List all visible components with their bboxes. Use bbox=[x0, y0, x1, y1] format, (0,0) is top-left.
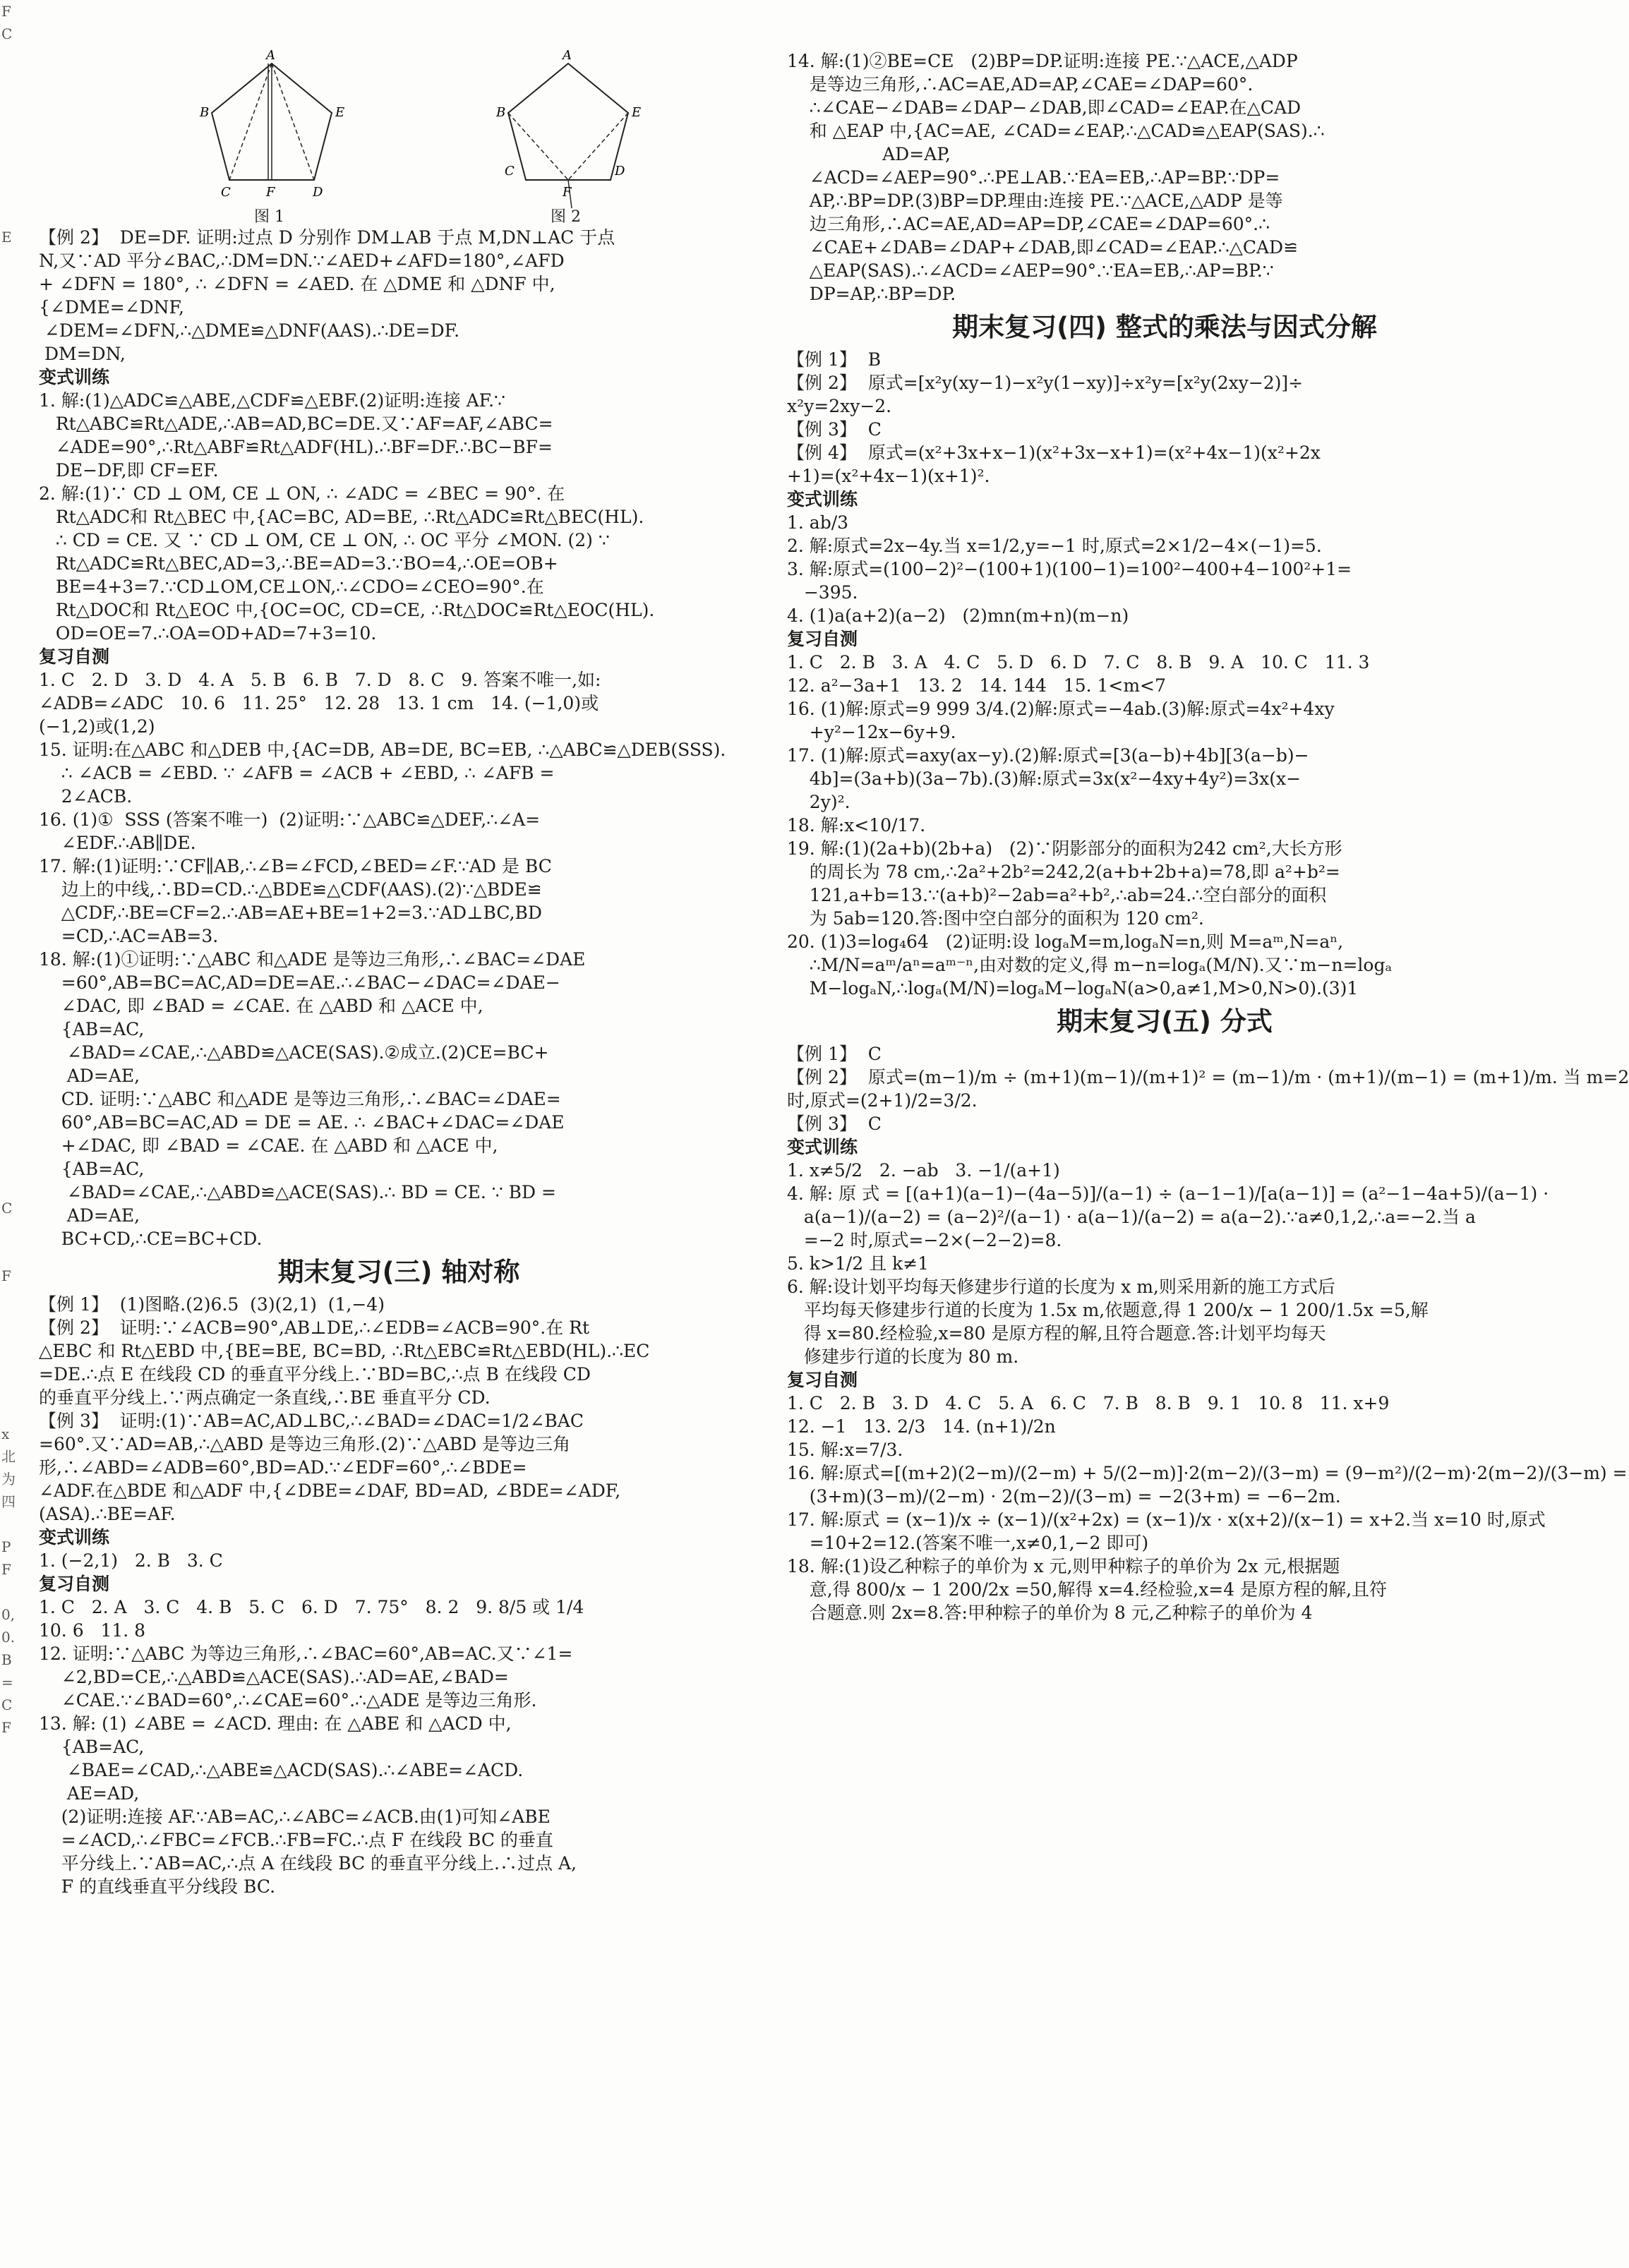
text-line: 【例 2】 原式=(m−1)/m ÷ (m+1)(m−1)/(m+1)² = (m−1)/m · (m+1)/(m−1) = (m+1)/m. 当 m=2 bbox=[787, 1067, 1629, 1087]
adjacent-page-edge-text: F C E C F x 北 为 四 P F 0, 0. B = C F bbox=[1, 3, 16, 1736]
text-line: DP=AP,∴BP=DP. bbox=[787, 284, 956, 304]
text-line: 时,原式=(2+1)/2=3/2. bbox=[787, 1090, 978, 1111]
text-line: {AB=AC, bbox=[39, 1019, 145, 1039]
text-line: 15. 证明:在△ABC 和△DEB 中,{AC=DB, AB=DE, BC=EB, ∴△ABC≌△DEB(SSS). bbox=[39, 740, 726, 760]
text-line: (−1,2)或(1,2) bbox=[39, 716, 155, 737]
text-line: 【例 3】 C bbox=[787, 419, 882, 440]
text-line: 6. 解:设计划平均每天修建步行道的长度为 x m,则采用新的施工方式后 bbox=[787, 1277, 1335, 1297]
section-title: 期末复习(三) 轴对称 bbox=[277, 1257, 520, 1287]
figures-block bbox=[39, 49, 759, 226]
figure-2-caption: 图 2 bbox=[551, 208, 581, 226]
text-line: BC+CD,∴CE=BC+CD. bbox=[39, 1229, 263, 1249]
text-line: 12. 证明:∵△ABC 为等边三角形,∴∠BAC=60°,AB=AC.又∵∠1= bbox=[39, 1643, 573, 1664]
text-line: 121,a+b=13.∵(a+b)²−2ab=a²+b²,∴ab=24.∴空白部分的面积 bbox=[787, 885, 1327, 905]
text-line: △EAP(SAS).∴∠ACD=∠AEP=90°.∵EA=EB,∴AP=BP.∵ bbox=[787, 260, 1274, 281]
text-line: 形,∴∠ABD=∠ADB=60°,BD=AD.∵∠EDF=60°,∴∠BDE= bbox=[39, 1457, 527, 1478]
text-line: + ∠DFN = 180°, ∴ ∠DFN = ∠AED. 在 △DME 和 △DNF 中, bbox=[39, 274, 555, 294]
text-line: ∠2,BD=CE,∴△ABD≌△ACE(SAS).∴AD=AE,∠BAD= bbox=[39, 1667, 509, 1687]
text-line: 【例 3】 证明:(1)∵AB=AC,AD⊥BC,∴∠BAD=∠DAC=1/2∠BAC bbox=[39, 1411, 584, 1431]
figure-1-pentagon-diagram bbox=[180, 49, 363, 212]
text-line: 的垂直平分线上.∵两点确定一条直线,∴BE 垂直平分 CD. bbox=[39, 1387, 491, 1408]
text-line: 【例 1】 B bbox=[787, 349, 882, 370]
text-line: 4. (1)a(a+2)(a−2) (2)mn(m+n)(m−n) bbox=[787, 605, 1129, 626]
text-line: (3+m)(3−m)/(2−m) · 2(m−2)/(3−m) = −2(3+m) = −6−2m. bbox=[787, 1486, 1341, 1507]
text-line: 19. 解:(1)(2a+b)(2b+a) (2)∵阴影部分的面积为242 cm²,大长方形 bbox=[787, 838, 1342, 859]
text-line: ∠ADE=90°,∴Rt△ABF≌Rt△ADF(HL).∴BF=DF.∴BC−BF= bbox=[39, 437, 553, 457]
fig2-label-b: B bbox=[496, 105, 506, 120]
text-line: +∠DAC, 即 ∠BAD = ∠CAE. 在 △ABD 和 △ACE 中, bbox=[39, 1135, 498, 1156]
text-line: ∠ADF.在△BDE 和△ADF 中,{∠DBE=∠DAF, BD=AD, ∠BDE=∠ADF, bbox=[39, 1480, 621, 1501]
text-line: 2. 解:(1)∵ CD ⊥ OM, CE ⊥ ON, ∴ ∠ADC = ∠BEC = 90°. 在 bbox=[39, 483, 565, 504]
text-line: {AB=AC, bbox=[39, 1737, 145, 1757]
left-column bbox=[39, 49, 759, 1898]
text-line: 【例 1】 C bbox=[787, 1044, 882, 1064]
text-line: 平分线上.∵AB=AC,∴点 A 在线段 BC 的垂直平分线上.∴过点 A, bbox=[39, 1853, 577, 1874]
text-line: 1. C 2. D 3. D 4. A 5. B 6. B 7. D 8. C 9. 答案不唯一,如: bbox=[39, 670, 601, 690]
text-line: 17. 解:(1)证明:∵CF∥AB,∴∠B=∠FCD,∠BED=∠F.∵AD 是 BC bbox=[39, 856, 552, 876]
text-line: 12. −1 13. 2/3 14. (n+1)/2n bbox=[787, 1416, 1056, 1437]
text-line: 12. a²−3a+1 13. 2 14. 144 15. 1<m<7 bbox=[787, 675, 1166, 696]
subsection-heading: 复习自测 bbox=[787, 629, 858, 649]
text-line: 合题意.则 2x=8.答:甲种粽子的单价为 8 元,乙种粽子的单价为 4 bbox=[787, 1603, 1313, 1623]
text-line: ∠BAD=∠CAE,∴△ABD≌△ACE(SAS).∴ BD = CE. ∵ BD = bbox=[39, 1182, 556, 1202]
figure-2-pentagon-diagram bbox=[476, 49, 660, 212]
text-line: 【例 2】 原式=[x²y(xy−1)−x²y(1−xy)]÷x²y=[x²y(2xy−2)]÷ bbox=[787, 373, 1304, 393]
text-line: CD. 证明:∵△ABC 和△ADE 是等边三角形,∴∠BAC=∠DAE= bbox=[39, 1089, 561, 1109]
fig1-label-f: F bbox=[266, 185, 275, 200]
text-line: 5. k>1/2 且 k≠1 bbox=[787, 1253, 930, 1274]
text-line: Rt△ADC和 Rt△BEC 中,{AC=BC, AD=BE, ∴Rt△ADC≌Rt△BEC(HL). bbox=[39, 507, 644, 527]
text-line: 【例 2】 证明:∵∠ACB=90°,AB⊥DE,∴∠EDB=∠ACB=90°.在 Rt bbox=[39, 1317, 590, 1338]
text-line: (ASA).∴BE=AF. bbox=[39, 1504, 176, 1524]
text-line: AD=AP, bbox=[787, 144, 951, 164]
text-line: 2∠ACB. bbox=[39, 786, 133, 807]
text-line: =60°.又∵AD=AB,∴△ABD 是等边三角形.(2)∵△ABD 是等边三角 bbox=[39, 1434, 571, 1454]
text-line: a(a−1)/(a−2) = (a−2)²/(a−1) · a(a−1)/(a−2) = a(a−2).∵a≠0,1,2,∴a=−2.当 a bbox=[787, 1207, 1476, 1227]
text-line: AD=AE, bbox=[39, 1205, 140, 1226]
subsection-heading: 变式训练 bbox=[787, 489, 858, 509]
text-line: 1. C 2. B 3. D 4. C 5. A 6. C 7. B 8. B 9. 1 10. 8 11. x+9 bbox=[787, 1393, 1390, 1413]
text-line: AE=AD, bbox=[39, 1783, 140, 1804]
section-title: 期末复习(五) 分式 bbox=[1057, 1006, 1273, 1037]
text-line: x²y=2xy−2. bbox=[787, 396, 892, 416]
text-line: 3. 解:原式=(100−2)²−(100+1)(100−1)=100²−400+4−100²+1= bbox=[787, 559, 1352, 579]
text-line: ∠DAC, 即 ∠BAD = ∠CAE. 在 △ABD 和 △ACE 中, bbox=[39, 996, 483, 1016]
text-line: 意,得 800/x − 1 200/2x =50,解得 x=4.经检验,x=4 是原方程的解,且符 bbox=[787, 1579, 1388, 1600]
text-line: +1)=(x²+4x−1)(x+1)². bbox=[787, 466, 990, 486]
text-line: 2y)². bbox=[787, 792, 850, 812]
text-line: ∠ACD=∠AEP=90°.∴PE⊥AB.∵EA=EB,∴AP=BP.∵DP= bbox=[787, 167, 1280, 188]
text-line: 18. 解:(1)①证明:∵△ABC 和△ADE 是等边三角形,∴∠BAC=∠DAE bbox=[39, 949, 586, 970]
text-line: 4. 解: 原 式 = [(a+1)(a−1)−(4a−5)]/(a−1) ÷ (a−1−1)/[a(a−1)] = (a²−1−4a+5)/(a−1) · bbox=[787, 1183, 1549, 1204]
subsection-heading: 变式训练 bbox=[39, 1527, 110, 1548]
fig1-label-a: A bbox=[266, 48, 275, 63]
text-line: F 的直线垂直平分线段 BC. bbox=[39, 1876, 276, 1897]
fig2-label-c: C bbox=[505, 164, 515, 179]
text-line: ∠BAE=∠CAD,∴△ABE≌△ACD(SAS).∴∠ABE=∠ACD. bbox=[39, 1760, 524, 1780]
text-line: OD=OE=7.∴OA=OD+AD=7+3=10. bbox=[39, 623, 377, 644]
text-line: ∴ ∠ACB = ∠EBD. ∵ ∠AFB = ∠ACB + ∠EBD, ∴ ∠AFB = bbox=[39, 763, 555, 783]
text-line: (2)证明:连接 AF.∵AB=AC,∴∠ABC=∠ACB.由(1)可知∠ABE bbox=[39, 1806, 551, 1827]
fig1-label-b: B bbox=[200, 105, 210, 120]
text-line: ∠BAD=∠CAE,∴△ABD≌△ACE(SAS).②成立.(2)CE=BC+ bbox=[39, 1042, 549, 1063]
text-line: {AB=AC, bbox=[39, 1159, 145, 1179]
subsection-heading: 变式训练 bbox=[39, 367, 110, 387]
text-line: 18. 解:(1)设乙种粽子的单价为 x 元,则甲种粽子的单价为 2x 元,根据题 bbox=[787, 1556, 1340, 1576]
text-line: {∠DME=∠DNF, bbox=[39, 297, 184, 318]
text-line: ∠ADB=∠ADC 10. 6 11. 25° 12. 28 13. 1 cm 14. (−1,0)或 bbox=[39, 693, 599, 713]
text-line: 为 5ab=120.答:图中空白部分的面积为 120 cm². bbox=[787, 908, 1204, 929]
text-line: Rt△ABC≌Rt△ADE,∴AB=AD,BC=DE.又∵AF=AF,∠ABC= bbox=[39, 414, 553, 434]
text-line: Rt△ADC≌Rt△BEC,AD=3,∴BE=AD=3.∵BO=4,∴OE=OB+ bbox=[39, 553, 558, 574]
section-title: 期末复习(四) 整式的乘法与因式分解 bbox=[952, 312, 1377, 342]
subsection-heading: 变式训练 bbox=[787, 1137, 858, 1157]
text-line: AP,∴BP=DP.(3)BP=DP.理由:连接 PE.∵△ACE,△ADP 是等 bbox=[787, 191, 1283, 211]
text-line: M−logₐN,∴logₐ(M/N)=logₐM−logₐN(a>0,a≠1,M>0,N>0).(3)1 bbox=[787, 978, 1359, 999]
fig2-label-a: A bbox=[563, 48, 572, 63]
fig1-label-e: E bbox=[335, 105, 345, 120]
text-line: 16. (1)解:原式=9 999 3/4.(2)解:原式=−4ab.(3)解:原式=4x²+4xy bbox=[787, 699, 1335, 719]
text-line: 边三角形,∴AC=AE,AD=AP=DP,∠CAE=∠DAP=60°.∴ bbox=[787, 214, 1270, 234]
subsection-heading: 复习自测 bbox=[39, 646, 110, 667]
text-line: 13. 解: (1) ∠ABE = ∠ACD. 理由: 在 △ABE 和 △ACD 中, bbox=[39, 1713, 512, 1734]
text-line: =−2 时,原式=−2×(−2−2)=8. bbox=[787, 1230, 1062, 1250]
text-line: 2. 解:原式=2x−4y.当 x=1/2,y=−1 时,原式=2×1/2−4×(−1)=5. bbox=[787, 536, 1322, 556]
text-line: ∴∠CAE−∠DAB=∠DAP−∠DAB,即∠CAD=∠EAP.在△CAD bbox=[787, 97, 1302, 118]
figure-1-caption: 图 1 bbox=[254, 208, 284, 226]
text-line: 60°,AB=BC=AC,AD = DE = AE. ∴ ∠BAC+∠DAC=∠DAE bbox=[39, 1112, 565, 1133]
text-line: 是等边三角形,∴AC=AE,AD=AP,∠CAE=∠DAP=60°. bbox=[787, 74, 1254, 95]
text-line: ∴ CD = CE. 又 ∵ CD ⊥ OM, CE ⊥ ON, ∴ OC 平分 ∠MON. (2) ∵ bbox=[39, 530, 610, 550]
fig1-label-c: C bbox=[221, 185, 231, 200]
text-line: ∠CAE+∠DAB=∠DAP+∠DAB,即∠CAD=∠EAP.∴△CAD≌ bbox=[787, 237, 1299, 258]
text-line: ∠DEM=∠DFN,∴△DME≌△DNF(AAS).∴DE=DF. bbox=[39, 320, 460, 341]
fig2-label-e: E bbox=[632, 105, 642, 120]
text-line: 的周长为 78 cm,∴2a²+2b²=242,2(a+b+2b+a)=78,即 a²+b²= bbox=[787, 862, 1340, 882]
right-text-lines bbox=[787, 49, 1629, 1624]
text-line: BE=4+3=7.∵CD⊥OM,CE⊥ON,∴∠CDO=∠CEO=90°.在 bbox=[39, 577, 544, 597]
text-line: Rt△DOC和 Rt△EOC 中,{OC=OC, CD=CE, ∴Rt△DOC≌Rt△EOC(HL). bbox=[39, 600, 655, 620]
right-column bbox=[787, 49, 1629, 1624]
subsection-heading: 复习自测 bbox=[787, 1370, 858, 1390]
text-line: =60°,AB=BC=AC,AD=DE=AE.∴∠BAC−∠DAC=∠DAE− bbox=[39, 972, 560, 993]
text-line: △CDF,∴BE=CF=2.∴AB=AE+BE=1+2=3.∵AD⊥BC,BD bbox=[39, 903, 542, 923]
text-line: N,又∵AD 平分∠BAC,∴DM=DN.∵∠AED+∠AFD=180°,∠AFD bbox=[39, 251, 565, 271]
text-line: 1. ab/3 bbox=[787, 512, 849, 533]
text-line: 20. (1)3=log₄64 (2)证明:设 logₐM=m,logₐN=n,则 M=aᵐ,N=aⁿ, bbox=[787, 931, 1344, 952]
text-line: =∠ACD,∴∠FBC=∠FCB.∴FB=FC.∴点 F 在线段 BC 的垂直 bbox=[39, 1830, 553, 1850]
fig2-label-f: F bbox=[563, 185, 572, 200]
text-line: 修建步行道的长度为 80 m. bbox=[787, 1346, 1019, 1367]
text-line: △EBC 和 Rt△EBD 中,{BE=BE, BC=BD, ∴Rt△EBC≌Rt△EBD(HL).∴EC bbox=[39, 1341, 650, 1361]
text-line: 【例 4】 原式=(x²+3x+x−1)(x²+3x−x+1)=(x²+4x−1)(x²+2x bbox=[787, 442, 1321, 463]
text-line: 18. 解:x<10/17. bbox=[787, 815, 926, 836]
text-line: ∠EDF.∴AB∥DE. bbox=[39, 833, 196, 853]
text-line: =DE.∴点 E 在线段 CD 的垂直平分线上.∵BD=BC,∴点 B 在线段 CD bbox=[39, 1364, 591, 1385]
text-line: 16. (1)① SSS (答案不唯一) (2)证明:∵△ABC≌△DEF,∴∠A= bbox=[39, 809, 541, 830]
text-line: 16. 解:原式=[(m+2)(2−m)/(2−m) + 5/(2−m)]·2(m−2)/(3−m) = (9−m²)/(2−m)·2(m−2)/(3−m) = bbox=[787, 1463, 1628, 1483]
text-line: 17. (1)解:原式=axy(ax−y).(2)解:原式=[3(a−b)+4b][3(a−b)− bbox=[787, 745, 1309, 766]
text-line: 15. 解:x=7/3. bbox=[787, 1440, 903, 1460]
text-line: AD=AE, bbox=[39, 1066, 140, 1086]
text-line: 1. C 2. B 3. A 4. C 5. D 6. D 7. C 8. B 9. A 10. C 11. 3 bbox=[787, 652, 1370, 672]
fig1-label-d: D bbox=[313, 185, 323, 200]
text-line: 14. 解:(1)②BE=CE (2)BP=DP.证明:连接 PE.∵△ACE,△ADP bbox=[787, 51, 1298, 71]
text-line: 【例 3】 C bbox=[787, 1114, 882, 1134]
text-line: ∠CAE.∵∠BAD=60°,∴∠CAE=60°.∴△ADE 是等边三角形. bbox=[39, 1690, 537, 1711]
left-text-lines bbox=[39, 226, 759, 1898]
text-line: 和 △EAP 中,{AC=AE, ∠CAD=∠EAP,∴△CAD≌△EAP(SAS).∴ bbox=[787, 121, 1325, 141]
text-line: 4b]=(3a+b)(3a−7b).(3)解:原式=3x(x²−4xy+4y²)=3x(x− bbox=[787, 768, 1302, 789]
text-line: +y²−12x−6y+9. bbox=[787, 722, 956, 742]
text-line: 10. 6 11. 8 bbox=[39, 1620, 146, 1641]
text-line: 【例 2】 DE=DF. 证明:过点 D 分别作 DM⊥AB 于点 M,DN⊥AC 于点 bbox=[39, 227, 615, 248]
text-line: −395. bbox=[787, 582, 858, 603]
text-line: DE−DF,即 CF=EF. bbox=[39, 460, 219, 481]
text-line: 17. 解:原式 = (x−1)/x ÷ (x−1)/(x²+2x) = (x−1)/x · x(x+2)/(x−1) = x+2.当 x=10 时,原式 bbox=[787, 1509, 1546, 1530]
text-line: 得 x=80.经检验,x=80 是原方程的解,且符合题意.答:计划平均每天 bbox=[787, 1323, 1326, 1344]
fig2-label-d: D bbox=[615, 164, 625, 179]
text-line: 【例 1】 (1)图略.(2)6.5 (3)(2,1) (1,−4) bbox=[39, 1294, 385, 1315]
text-line: 1. C 2. A 3. C 4. B 5. C 6. D 7. 75° 8. 2 9. 8/5 或 1/4 bbox=[39, 1597, 584, 1617]
text-line: 边上的中线,∴BD=CD.∴△BDE≌△CDF(AAS).(2)∵△BDE≌ bbox=[39, 879, 542, 900]
text-line: =10+2=12.(答案不唯一,x≠0,1,−2 即可) bbox=[787, 1533, 1149, 1553]
subsection-heading: 复习自测 bbox=[39, 1574, 110, 1594]
text-line: 1. x≠5/2 2. −ab 3. −1/(a+1) bbox=[787, 1160, 1060, 1181]
text-line: =CD,∴AC=AB=3. bbox=[39, 926, 219, 946]
text-line: 平均每天修建步行道的长度为 1.5x m,依题意,得 1 200/x − 1 200/1.5x =5,解 bbox=[787, 1300, 1429, 1320]
text-line: 1. (−2,1) 2. B 3. C bbox=[39, 1550, 223, 1571]
text-line: 1. 解:(1)△ADC≌△ABE,△CDF≌△EBF.(2)证明:连接 AF.∵ bbox=[39, 390, 505, 411]
text-line: DM=DN, bbox=[39, 344, 126, 364]
text-line: ∴M/N=aᵐ/aⁿ=aᵐ⁻ⁿ,由对数的定义,得 m−n=logₐ(M/N).又∵m−n=logₐ bbox=[787, 955, 1393, 975]
